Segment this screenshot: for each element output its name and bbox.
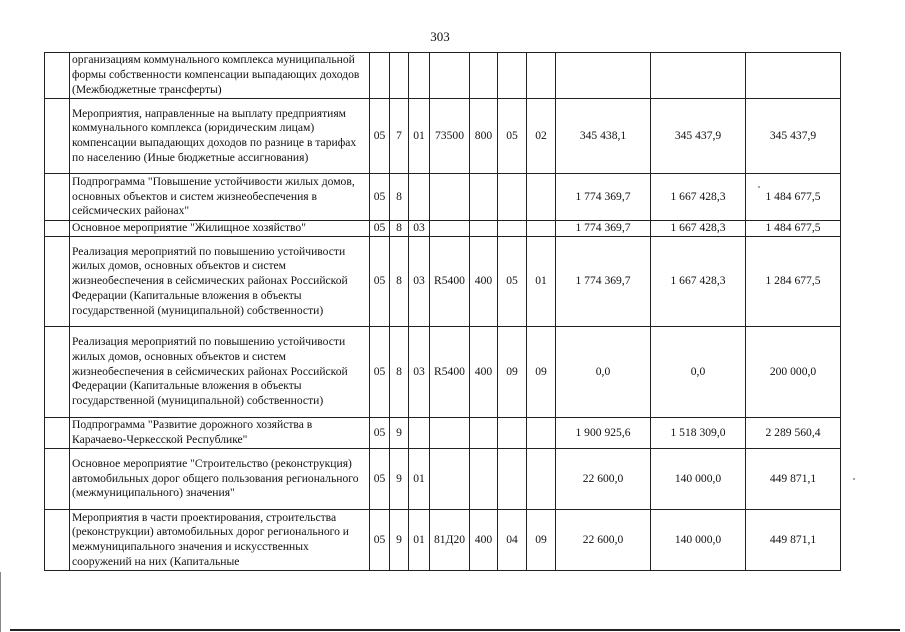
scan-edge-line <box>0 572 1 632</box>
code-cell: 9 <box>390 449 409 510</box>
code-cell <box>527 53 556 99</box>
code-cell: 8 <box>390 327 409 418</box>
code-cell <box>430 449 470 510</box>
code-cell <box>470 53 498 99</box>
item-name: Подпрограмма "Повышение устойчивости жилых домов, основных объектов и систем жизнеобеспечения в сейсмических районах" <box>70 174 370 221</box>
page-number: 303 <box>430 29 450 44</box>
code-cell: 01 <box>409 449 430 510</box>
item-name: Реализация мероприятий по повышению устойчивости жилых домов, основных объектов и систем жизнеобеспечения в сейсмических районах Российской Федерации (Капитальные вложения в объекты государственной (муниципальной) собственности) <box>70 327 370 418</box>
code-cell: 9 <box>390 418 409 449</box>
table-row <box>45 449 841 510</box>
amount-year-2: 140 000,0 <box>651 449 746 510</box>
item-name: Реализация мероприятий по повышению устойчивости жилых домов, основных объектов и систем жизнеобеспечения в сейсмических районах Российской Федерации (Капитальные вложения в объекты государственной (муниципальной) собственности) <box>70 237 370 327</box>
code-cell: 05 <box>370 237 390 327</box>
code-cell: 01 <box>527 237 556 327</box>
code-cell <box>527 174 556 221</box>
amount-year-2: 0,0 <box>651 327 746 418</box>
code-cell: 05 <box>370 174 390 221</box>
code-cell: 01 <box>409 510 430 571</box>
code-cell <box>370 53 390 99</box>
code-cell <box>527 418 556 449</box>
code-cell: 400 <box>470 237 498 327</box>
amount-year-3: 200 000,0 <box>746 327 841 418</box>
code-cell: 8 <box>390 237 409 327</box>
table-row <box>45 418 841 449</box>
code-cell <box>527 221 556 237</box>
code-cell: 400 <box>470 327 498 418</box>
scan-bottom-edge <box>10 629 900 631</box>
amount-year-1: 1 900 925,6 <box>556 418 651 449</box>
amount-year-1: 22 600,0 <box>556 449 651 510</box>
code-cell <box>430 53 470 99</box>
code-cell: R5400 <box>430 237 470 327</box>
code-cell <box>498 418 527 449</box>
code-cell: 9 <box>390 510 409 571</box>
code-cell: 05 <box>370 221 390 237</box>
code-cell <box>470 418 498 449</box>
code-cell <box>390 53 409 99</box>
code-cell <box>498 221 527 237</box>
code-cell: 01 <box>409 99 430 174</box>
row-number-cell <box>45 510 70 571</box>
code-cell: 09 <box>527 510 556 571</box>
code-cell: 05 <box>370 449 390 510</box>
code-cell <box>409 418 430 449</box>
code-cell <box>498 174 527 221</box>
item-name: Основное мероприятие "Жилищное хозяйство" <box>70 221 370 237</box>
amount-year-3 <box>746 53 841 99</box>
table-row <box>45 237 841 327</box>
row-number-cell <box>45 53 70 99</box>
row-number-cell <box>45 237 70 327</box>
table-row <box>45 221 841 237</box>
code-cell: 05 <box>370 99 390 174</box>
code-cell: 09 <box>527 327 556 418</box>
code-cell <box>470 449 498 510</box>
code-cell: 7 <box>390 99 409 174</box>
code-cell <box>430 221 470 237</box>
row-number-cell <box>45 418 70 449</box>
amount-year-2: 1 667 428,3 <box>651 237 746 327</box>
amount-year-3: 449 871,1 <box>746 449 841 510</box>
code-cell: 03 <box>409 327 430 418</box>
amount-year-3: 1 284 677,5 <box>746 237 841 327</box>
code-cell <box>470 221 498 237</box>
amount-year-2: 140 000,0 <box>651 510 746 571</box>
code-cell: 800 <box>470 99 498 174</box>
code-cell: 8 <box>390 221 409 237</box>
amount-year-2: 345 437,9 <box>651 99 746 174</box>
row-number-cell <box>45 174 70 221</box>
scan-speck <box>853 478 855 480</box>
item-name: Основное мероприятие "Строительство (реконструкция) автомобильных дорог общего пользования регионального (межмуниципального) значения" <box>70 449 370 510</box>
amount-year-3: 1 484 677,5 <box>746 221 841 237</box>
code-cell: 09 <box>498 327 527 418</box>
amount-year-1: 1 774 369,7 <box>556 221 651 237</box>
code-cell: 03 <box>409 237 430 327</box>
amount-year-2: 1 667 428,3 <box>651 174 746 221</box>
item-name: Мероприятия, направленные на выплату предприятиям коммунального комплекса (юридическим лицам) компенсации выпадающих доходов по разнице в тарифах по населению (Иные бюджетные ассигнования) <box>70 99 370 174</box>
code-cell: 05 <box>370 327 390 418</box>
code-cell: 05 <box>370 510 390 571</box>
code-cell <box>430 174 470 221</box>
code-cell <box>409 174 430 221</box>
item-name: Мероприятия в части проектирования, строительства (реконструкции) автомобильных дорог регионального и межмуниципального значения и искусственных сооружений на них (Капитальные <box>70 510 370 571</box>
amount-year-1 <box>556 53 651 99</box>
amount-year-3: 2 289 560,4 <box>746 418 841 449</box>
code-cell: 400 <box>470 510 498 571</box>
amount-year-1: 345 438,1 <box>556 99 651 174</box>
code-cell <box>470 174 498 221</box>
amount-year-3: 449 871,1 <box>746 510 841 571</box>
amount-year-1: 22 600,0 <box>556 510 651 571</box>
item-name: организациям коммунального комплекса муниципальной формы собственности компенсации выпадающих доходов (Межбюджетные трансферты) <box>70 53 370 99</box>
code-cell <box>498 449 527 510</box>
code-cell: 81Д20 <box>430 510 470 571</box>
table-row <box>45 510 841 571</box>
code-cell <box>409 53 430 99</box>
row-number-cell <box>45 327 70 418</box>
code-cell: R5400 <box>430 327 470 418</box>
code-cell <box>527 449 556 510</box>
code-cell: 05 <box>498 99 527 174</box>
amount-year-3: 1 484 677,5 <box>746 174 841 221</box>
code-cell: 8 <box>390 174 409 221</box>
scan-speck <box>758 186 760 188</box>
code-cell: 02 <box>527 99 556 174</box>
amount-year-1: 1 774 369,7 <box>556 237 651 327</box>
code-cell: 05 <box>370 418 390 449</box>
code-cell <box>498 53 527 99</box>
amount-year-1: 1 774 369,7 <box>556 174 651 221</box>
amount-year-2: 1 518 309,0 <box>651 418 746 449</box>
table-row <box>45 174 841 221</box>
amount-year-1: 0,0 <box>556 327 651 418</box>
amount-year-2 <box>651 53 746 99</box>
code-cell: 05 <box>498 237 527 327</box>
table-row <box>45 327 841 418</box>
row-number-cell <box>45 99 70 174</box>
row-number-cell <box>45 221 70 237</box>
code-cell: 03 <box>409 221 430 237</box>
table-row <box>45 99 841 174</box>
table-row <box>45 53 841 99</box>
amount-year-2: 1 667 428,3 <box>651 221 746 237</box>
budget-table <box>44 52 841 571</box>
item-name: Подпрограмма "Развитие дорожного хозяйства в Карачаево-Черкесской Республике" <box>70 418 370 449</box>
code-cell: 04 <box>498 510 527 571</box>
code-cell: 73500 <box>430 99 470 174</box>
code-cell <box>430 418 470 449</box>
amount-year-3: 345 437,9 <box>746 99 841 174</box>
row-number-cell <box>45 449 70 510</box>
